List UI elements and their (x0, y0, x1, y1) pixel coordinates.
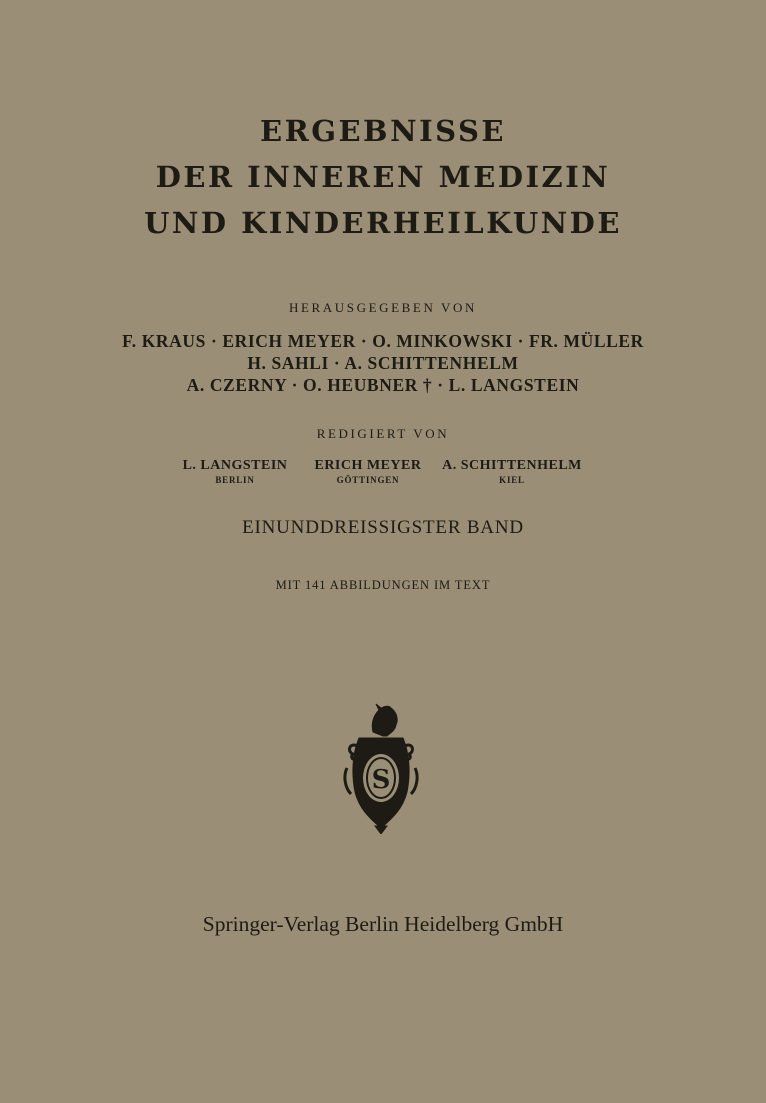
redactor-3 (427, 458, 597, 485)
redactor-2 (293, 458, 443, 485)
title-line-3: UND KINDERHEILKUNDE (144, 206, 622, 240)
redactors-list (0, 458, 766, 488)
redactor-1 (160, 458, 310, 485)
logo-monogram: S (371, 765, 391, 795)
redactor-2-city: GÖTTINGEN (336, 475, 400, 485)
redactor-1-city: BERLIN (215, 475, 255, 485)
redactor-2-name: ERICH MEYER (314, 458, 422, 473)
springer-knight-emblem-icon (343, 702, 419, 834)
redactor-3-city: KIEL (499, 475, 525, 485)
editors-line-3: A. CZERNY · O. HEUBNER † · L. LANGSTEIN (186, 375, 580, 395)
redactor-3-name: A. SCHITTENHELM (442, 458, 582, 473)
volume-label: EINUNDDREISSIGSTER BAND (242, 517, 524, 538)
redactor-1-name: L. LANGSTEIN (182, 458, 288, 473)
editors-list (0, 330, 766, 396)
title-line-1: ERGEBNISSE (259, 114, 506, 148)
publisher-name: Springer-Verlag Berlin Heidelberg GmbH (202, 912, 564, 936)
book-title (0, 108, 766, 246)
editors-line-1: F. KRAUS · ERICH MEYER · O. MINKOWSKI · FR. MÜLLER (122, 331, 644, 351)
editors-line-2: H. SAHLI · A. SCHITTENHELM (247, 353, 519, 373)
redacted-label: REDIGIERT VON (316, 426, 450, 441)
figures-note: MIT 141 ABBILDUNGEN IM TEXT (275, 578, 491, 592)
title-line-2: DER INNEREN MEDIZIN (155, 160, 611, 194)
editors-label: HERAUSGEGEBEN VON (288, 300, 478, 315)
